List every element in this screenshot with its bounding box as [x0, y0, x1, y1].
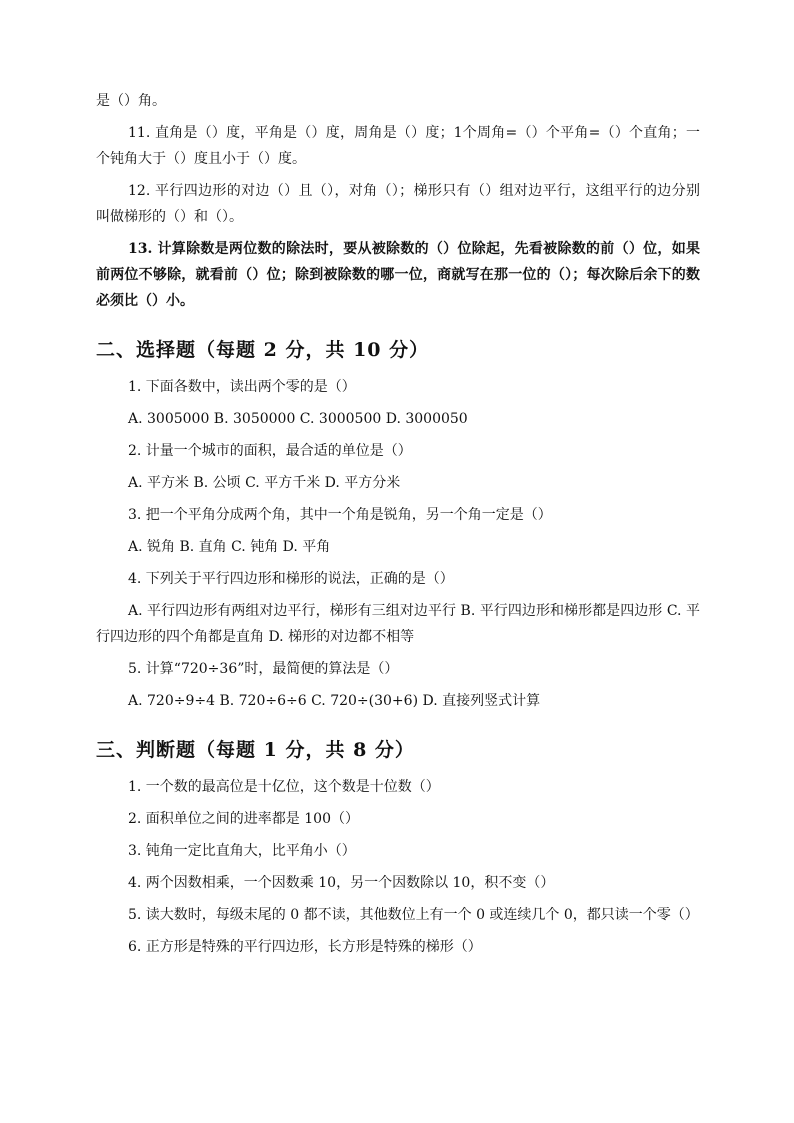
choice-q5: 5. 计算“720÷36”时，最简便的算法是（） — [128, 661, 399, 677]
section-judge-title: 三、判断题（每题 1 分，共 8 分） — [96, 739, 415, 761]
choice-q5-options: A. 720÷9÷4 B. 720÷6÷6 C. 720÷(30+6) D. 直接列竖式计算 — [128, 693, 541, 709]
choice-q3-options: A. 锐角 B. 直角 C. 钝角 D. 平角 — [128, 539, 331, 555]
choice-q3: 3. 把一个平角分成两个角，其中一个角是锐角，另一个角一定是（） — [128, 507, 552, 523]
judge-q2: 2. 面积单位之间的进率都是 100（） — [128, 811, 359, 827]
choice-q1-options: A. 3005000 B. 3050000 C. 3000500 D. 3000050 — [128, 411, 468, 427]
fill-in-q11: 11. 直角是（）度，平角是（）度，周角是（）度；1个周角=（）个平角=（）个直角；一个钝角大于（）度且小于（）度。 — [96, 125, 700, 167]
judge-q6: 6. 正方形是特殊的平行四边形，长方形是特殊的梯形（） — [128, 939, 482, 955]
fill-in-q13: 13. 计算除数是两位数的除法时，要从被除数的（）位除起，先看被除数的前（）位，如果前两位不够除，就看前（）位；除到被除数的哪一位，商就写在那一位的（）；每次除后余下的数必须比（）小。 — [96, 241, 700, 309]
choice-q2: 2. 计量一个城市的面积，最合适的单位是（） — [128, 443, 412, 459]
fill-in-q10-tail: 是（）角。 — [96, 93, 166, 109]
judge-q4: 4. 两个因数相乘，一个因数乘 10，另一个因数除以 10，积不变（） — [128, 875, 555, 891]
judge-q5: 5. 读大数时，每级末尾的 0 都不读，其他数位上有一个 0 或连续几个 0，都只读一个零（） — [128, 907, 699, 923]
worksheet-page — [96, 88, 700, 966]
choice-q1: 1. 下面各数中，读出两个零的是（） — [128, 379, 356, 395]
judge-q3: 3. 钝角一定比直角大，比平角小（） — [128, 843, 356, 859]
judge-q1: 1. 一个数的最高位是十亿位，这个数是十位数（） — [128, 779, 440, 795]
choice-q4-options: A. 平行四边形有两组对边平行，梯形有三组对边平行 B. 平行四边形和梯形都是四边形 C. 平行四边形的四个角都是直角 D. 梯形的对边都不相等 — [96, 603, 700, 645]
fill-in-q12: 12. 平行四边形的对边（）且（），对角（）；梯形只有（）组对边平行，这组平行的边分别叫做梯形的（）和（）。 — [96, 183, 700, 225]
choice-q4: 4. 下列关于平行四边形和梯形的说法，正确的是（） — [128, 571, 454, 587]
section-choice-title: 二、选择题（每题 2 分，共 10 分） — [96, 339, 430, 361]
choice-q2-options: A. 平方米 B. 公顷 C. 平方千米 D. 平方分米 — [128, 475, 401, 491]
